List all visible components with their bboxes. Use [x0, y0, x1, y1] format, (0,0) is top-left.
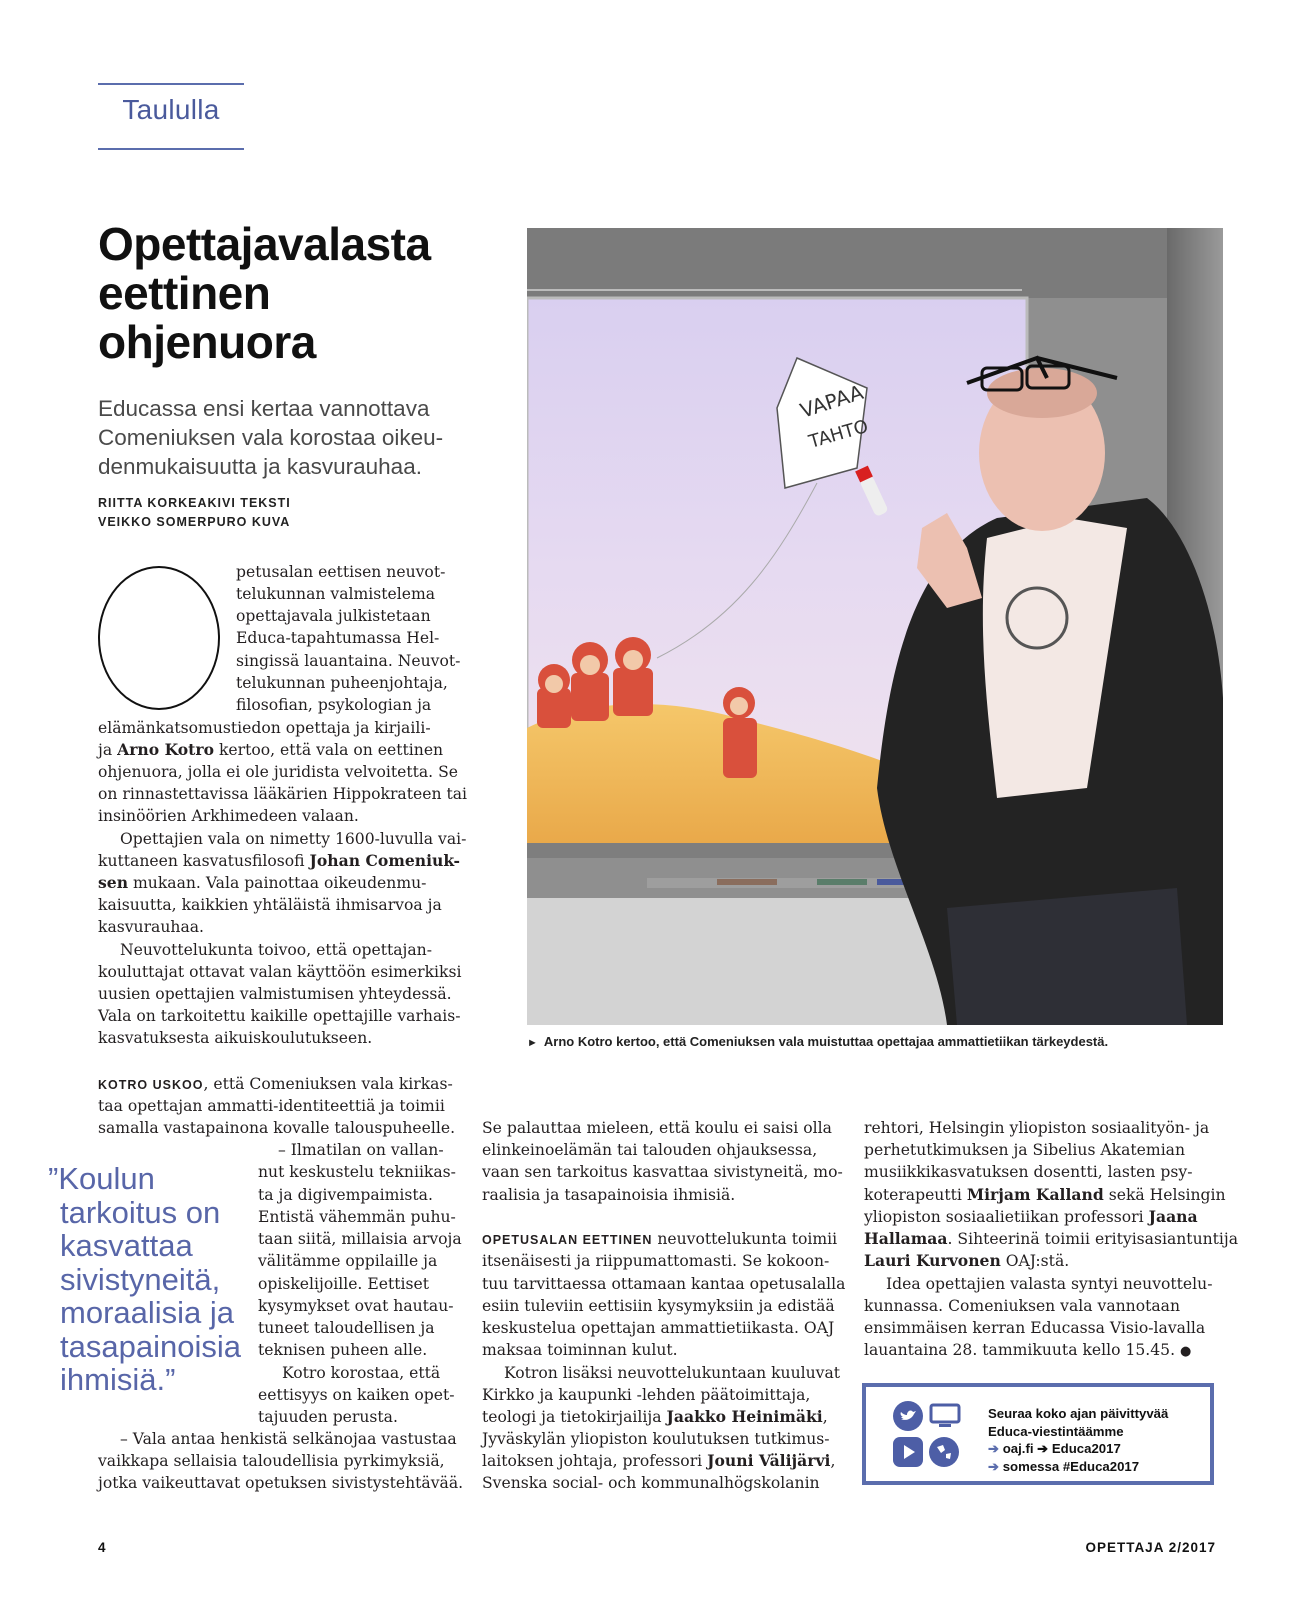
body-line: insinöörien Arkhimedeen valaan.	[98, 807, 359, 825]
section-rule-bottom	[98, 148, 244, 150]
body-line: teknisen puheen alle.	[258, 1341, 428, 1359]
person-name: Lauri Kurvonen	[864, 1251, 1001, 1270]
body-line: eettisyys on kaiken opet-	[258, 1386, 455, 1404]
info-link-text: oaj.fi ➔ Educa2017	[999, 1441, 1121, 1456]
text: koterapeutti	[864, 1186, 967, 1204]
lead-paragraph	[98, 394, 468, 481]
body-line: kasvatuksesta aikuiskoulutukseen.	[98, 1029, 373, 1047]
body-line: taa opettajan ammatti-identiteettiä ja toimii	[98, 1097, 445, 1115]
pull-quote-line: kasvattaa	[60, 1228, 193, 1263]
text: ,	[830, 1452, 836, 1470]
body-line: vaikkapa sellaisia taloudellisia pyrkimyksiä,	[98, 1452, 445, 1470]
body-line: kouluttajat ottavat valan käyttöön esimerkiksi	[98, 963, 462, 981]
body-line	[98, 739, 443, 761]
person-name: Mirjam Kalland	[966, 1185, 1104, 1204]
body-line: telukunnan valmistelema	[236, 585, 436, 603]
pull-quote	[48, 1162, 241, 1397]
body-line: keskustelua opettajan ammattietiikasta. OAJ	[482, 1319, 835, 1337]
pull-quote-line: moraalisia ja	[60, 1295, 235, 1330]
body-line	[482, 1450, 835, 1472]
body-line: Svenska social- och kommunalhögskolanin	[482, 1474, 820, 1492]
text: kuttaneen kasvatusfilosofi	[98, 852, 310, 870]
body-line	[482, 1406, 828, 1428]
text: yliopiston sosiaalietiikan professori	[864, 1208, 1149, 1226]
body-line: – Vala antaa henkistä selkänojaa vastustaa	[120, 1430, 457, 1448]
person-name: Arno Kotro	[117, 740, 215, 759]
body-line: singissä lauantaina. Neuvot-	[236, 652, 461, 670]
body-line: Se palauttaa mieleen, että koulu ei saisi olla	[482, 1119, 832, 1137]
body-line: kunnassa. Comeniuksen vala vannotaan	[864, 1297, 1181, 1315]
body-line: filosofian, psykologian ja	[236, 696, 432, 714]
person-name: sen	[98, 873, 129, 892]
body-line	[864, 1250, 1069, 1272]
text: ,	[822, 1408, 828, 1426]
body-line: Neuvottelukunta toivoo, että opettajan-	[120, 941, 432, 959]
youtube-icon[interactable]	[893, 1437, 923, 1467]
text-credit: RIITTA KORKEAKIVI TEKSTI	[98, 496, 291, 510]
body-line: petusalan eettisen neuvot-	[236, 563, 446, 581]
kite-label-2: TAHTO	[806, 415, 871, 453]
body-line: rehtori, Helsingin yliopiston sosiaalityön- ja	[864, 1119, 1210, 1137]
body-line: Kirkko ja kaupunki -lehden päätoimittaja,	[482, 1386, 811, 1404]
arrow-icon: ➔	[988, 1441, 1000, 1456]
pull-quote-line: sivistyneitä,	[60, 1261, 221, 1297]
body-line: – Ilmatilan on vallan-	[278, 1141, 444, 1159]
body-line: kaisuutta, kaikkien yhtäläistä ihmisarvoa ja	[98, 896, 442, 914]
body-line: on rinnastettavissa lääkärien Hippokrateen tai	[98, 785, 468, 803]
photo-caption	[527, 1034, 1108, 1049]
info-link[interactable]	[988, 1440, 1168, 1458]
body-line: tajuuden perusta.	[258, 1408, 398, 1426]
body-line: musiikkikasvatuksen dosentti, lasten psy-	[864, 1163, 1193, 1181]
info-line: Seuraa koko ajan päivittyvää	[988, 1406, 1169, 1421]
body-line: opettajavala julkistetaan	[236, 607, 431, 625]
body-line: samalla vastapainona kovalle talouspuheelle.	[98, 1119, 456, 1137]
text: mukaan. Vala painottaa oikeudenmu-	[128, 874, 427, 892]
info-box-text	[988, 1405, 1168, 1475]
body-line: taan siitä, millaisia arvoja	[258, 1230, 462, 1248]
text: lauantaina 28. tammikuuta kello 15.45.	[864, 1341, 1176, 1359]
body-line: Jyväskylän yliopiston koulutuksen tutkimus-	[482, 1430, 830, 1448]
section-label: Taululla	[122, 94, 220, 125]
body-line: telukunnan puheenjohtaja,	[236, 674, 448, 692]
body-line: nut keskustelu tekniikas-	[258, 1163, 456, 1181]
body-line: elinkeinoelämän tai talouden ohjauksessa,	[482, 1141, 818, 1159]
pull-quote-line: ”Koulun	[48, 1161, 155, 1196]
headline	[98, 220, 478, 367]
body-line: Educa-tapahtumassa Hel-	[236, 629, 440, 647]
pull-quote-line: ihmisiä.”	[60, 1362, 176, 1397]
body-line: ohjenuora, jolla ei ole juridista velvoitetta. Se	[98, 763, 458, 781]
body-line: itsenäisesti ja riippumattomasti. Se kokoon-	[482, 1252, 830, 1270]
body-line: Opettajien vala on nimetty 1600-luvulla vai-	[120, 830, 467, 848]
credits	[98, 494, 291, 532]
body-line: uusien opettajien valmistumisen yhteydessä.	[98, 985, 452, 1003]
text: neuvottelukunta toimii	[652, 1230, 838, 1248]
body-line: maksaa toiminnan kulut.	[482, 1341, 678, 1359]
body-line: jotka vaikeuttavat opetuksen sivistystehtävää.	[98, 1474, 464, 1492]
text: , että Comeniuksen vala kirkas-	[203, 1075, 453, 1093]
article-photo	[527, 228, 1223, 1025]
globe-icon[interactable]	[929, 1437, 959, 1467]
body-line: Entistä vähemmän puhu-	[258, 1208, 456, 1226]
page-number: 4	[98, 1540, 107, 1555]
pull-quote-line: tasapainoisia	[60, 1328, 241, 1364]
dropcap-o	[98, 566, 220, 710]
body-line: tuu tarvittaessa ottamaan kantaa opetusalalla	[482, 1275, 846, 1293]
body-line: välitämme oppilaille ja	[258, 1252, 438, 1270]
body-line: tuneet taloudellisen ja	[258, 1319, 435, 1337]
arrow-icon: ➔	[988, 1458, 1000, 1474]
body-line: raalisia ja tasapainoisia ihmisiä.	[482, 1186, 736, 1204]
body-line	[864, 1206, 1198, 1228]
body-line: ensimmäisen kerran Educassa Visio-lavalla	[864, 1319, 1206, 1337]
body-line: vaan sen tarkoitus kasvattaa sivistyneitä, mo-	[482, 1163, 843, 1181]
computer-icon[interactable]	[929, 1403, 961, 1429]
caption-arrow: ►	[527, 1037, 538, 1049]
lead-line: Educassa ensi kertaa vannottava	[98, 396, 430, 421]
person-name: Johan Comeniuk-	[309, 851, 460, 870]
body-line: Idea opettajien valasta syntyi neuvottelu-	[886, 1275, 1213, 1293]
body-line: opiskelijoille. Eettiset	[258, 1275, 429, 1293]
section-rule-top	[98, 83, 244, 85]
publication-name: OPETTAJA 2/2017	[1085, 1540, 1216, 1555]
text: OAJ:stä.	[1000, 1252, 1070, 1270]
headline-line: eettinen	[98, 267, 271, 319]
text: laitoksen johtaja, professori	[482, 1452, 708, 1470]
body-line	[98, 1073, 453, 1096]
person-name: Jaakko Heinimäki	[666, 1407, 823, 1426]
text: . Sihteerinä toimii erityisasiantuntija	[947, 1230, 1239, 1248]
body-line	[98, 850, 460, 872]
caption-text: Arno Kotro kertoo, että Comeniuksen vala muistuttaa opettajaa ammattietiikan tärkeydestä.	[543, 1034, 1109, 1049]
photo-credit: VEIKKO SOMERPURO KUVA	[98, 515, 291, 529]
body-line: kasvurauhaa.	[98, 918, 204, 936]
info-box	[862, 1383, 1214, 1485]
lead-in-caps: OPETUSALAN EETTINEN	[482, 1233, 653, 1247]
body-line: esiin tuleviin eettisiin kysymyksiin ja edistää	[482, 1297, 835, 1315]
body-line: elämänkatsomustiedon opettaja ja kirjaili-	[98, 719, 431, 737]
person-name: Jaana	[1148, 1207, 1198, 1226]
social-icons	[893, 1401, 973, 1471]
text: sekä Helsingin	[1103, 1186, 1226, 1204]
body-line	[864, 1339, 1191, 1363]
person-name: Hallamaa	[864, 1229, 948, 1248]
body-line: perhetutkimuksen ja Sibelius Akatemian	[864, 1141, 1186, 1159]
end-mark: ●	[1180, 1344, 1192, 1359]
info-link[interactable]	[988, 1458, 1168, 1476]
body-line: Kotron lisäksi neuvottelukuntaan kuuluvat	[504, 1364, 841, 1382]
lead-line: denmukaisuutta ja kasvurauhaa.	[98, 454, 422, 479]
text: teologi ja tietokirjailija	[482, 1408, 667, 1426]
body-line: Vala on tarkoitettu kaikille opettajille varhais-	[98, 1007, 461, 1025]
text: ja	[98, 741, 118, 759]
body-line	[482, 1228, 837, 1251]
body-line	[864, 1184, 1226, 1206]
lead-in-caps: KOTRO USKOO	[98, 1078, 204, 1092]
body-line: kysymykset ovat hautau-	[258, 1297, 454, 1315]
headline-line: ohjenuora	[98, 316, 316, 368]
body-line: ta ja digivempaimista.	[258, 1186, 433, 1204]
lead-line: Comeniuksen vala korostaa oikeu-	[98, 425, 444, 450]
body-line: Kotro korostaa, että	[282, 1364, 441, 1382]
person-name: Jouni Välijärvi	[707, 1451, 831, 1470]
pull-quote-line: tarkoitus on	[60, 1194, 221, 1230]
kite-label-1: VAPAA	[797, 379, 867, 423]
text: kertoo, että vala on eettinen	[214, 741, 444, 759]
info-line: Educa-viestintäämme	[988, 1423, 1124, 1439]
body-line	[864, 1228, 1238, 1250]
headline-line: Opettajavalasta	[98, 218, 431, 270]
info-link-text: somessa #Educa2017	[999, 1458, 1140, 1474]
twitter-icon[interactable]	[893, 1401, 923, 1431]
body-line	[98, 872, 426, 894]
